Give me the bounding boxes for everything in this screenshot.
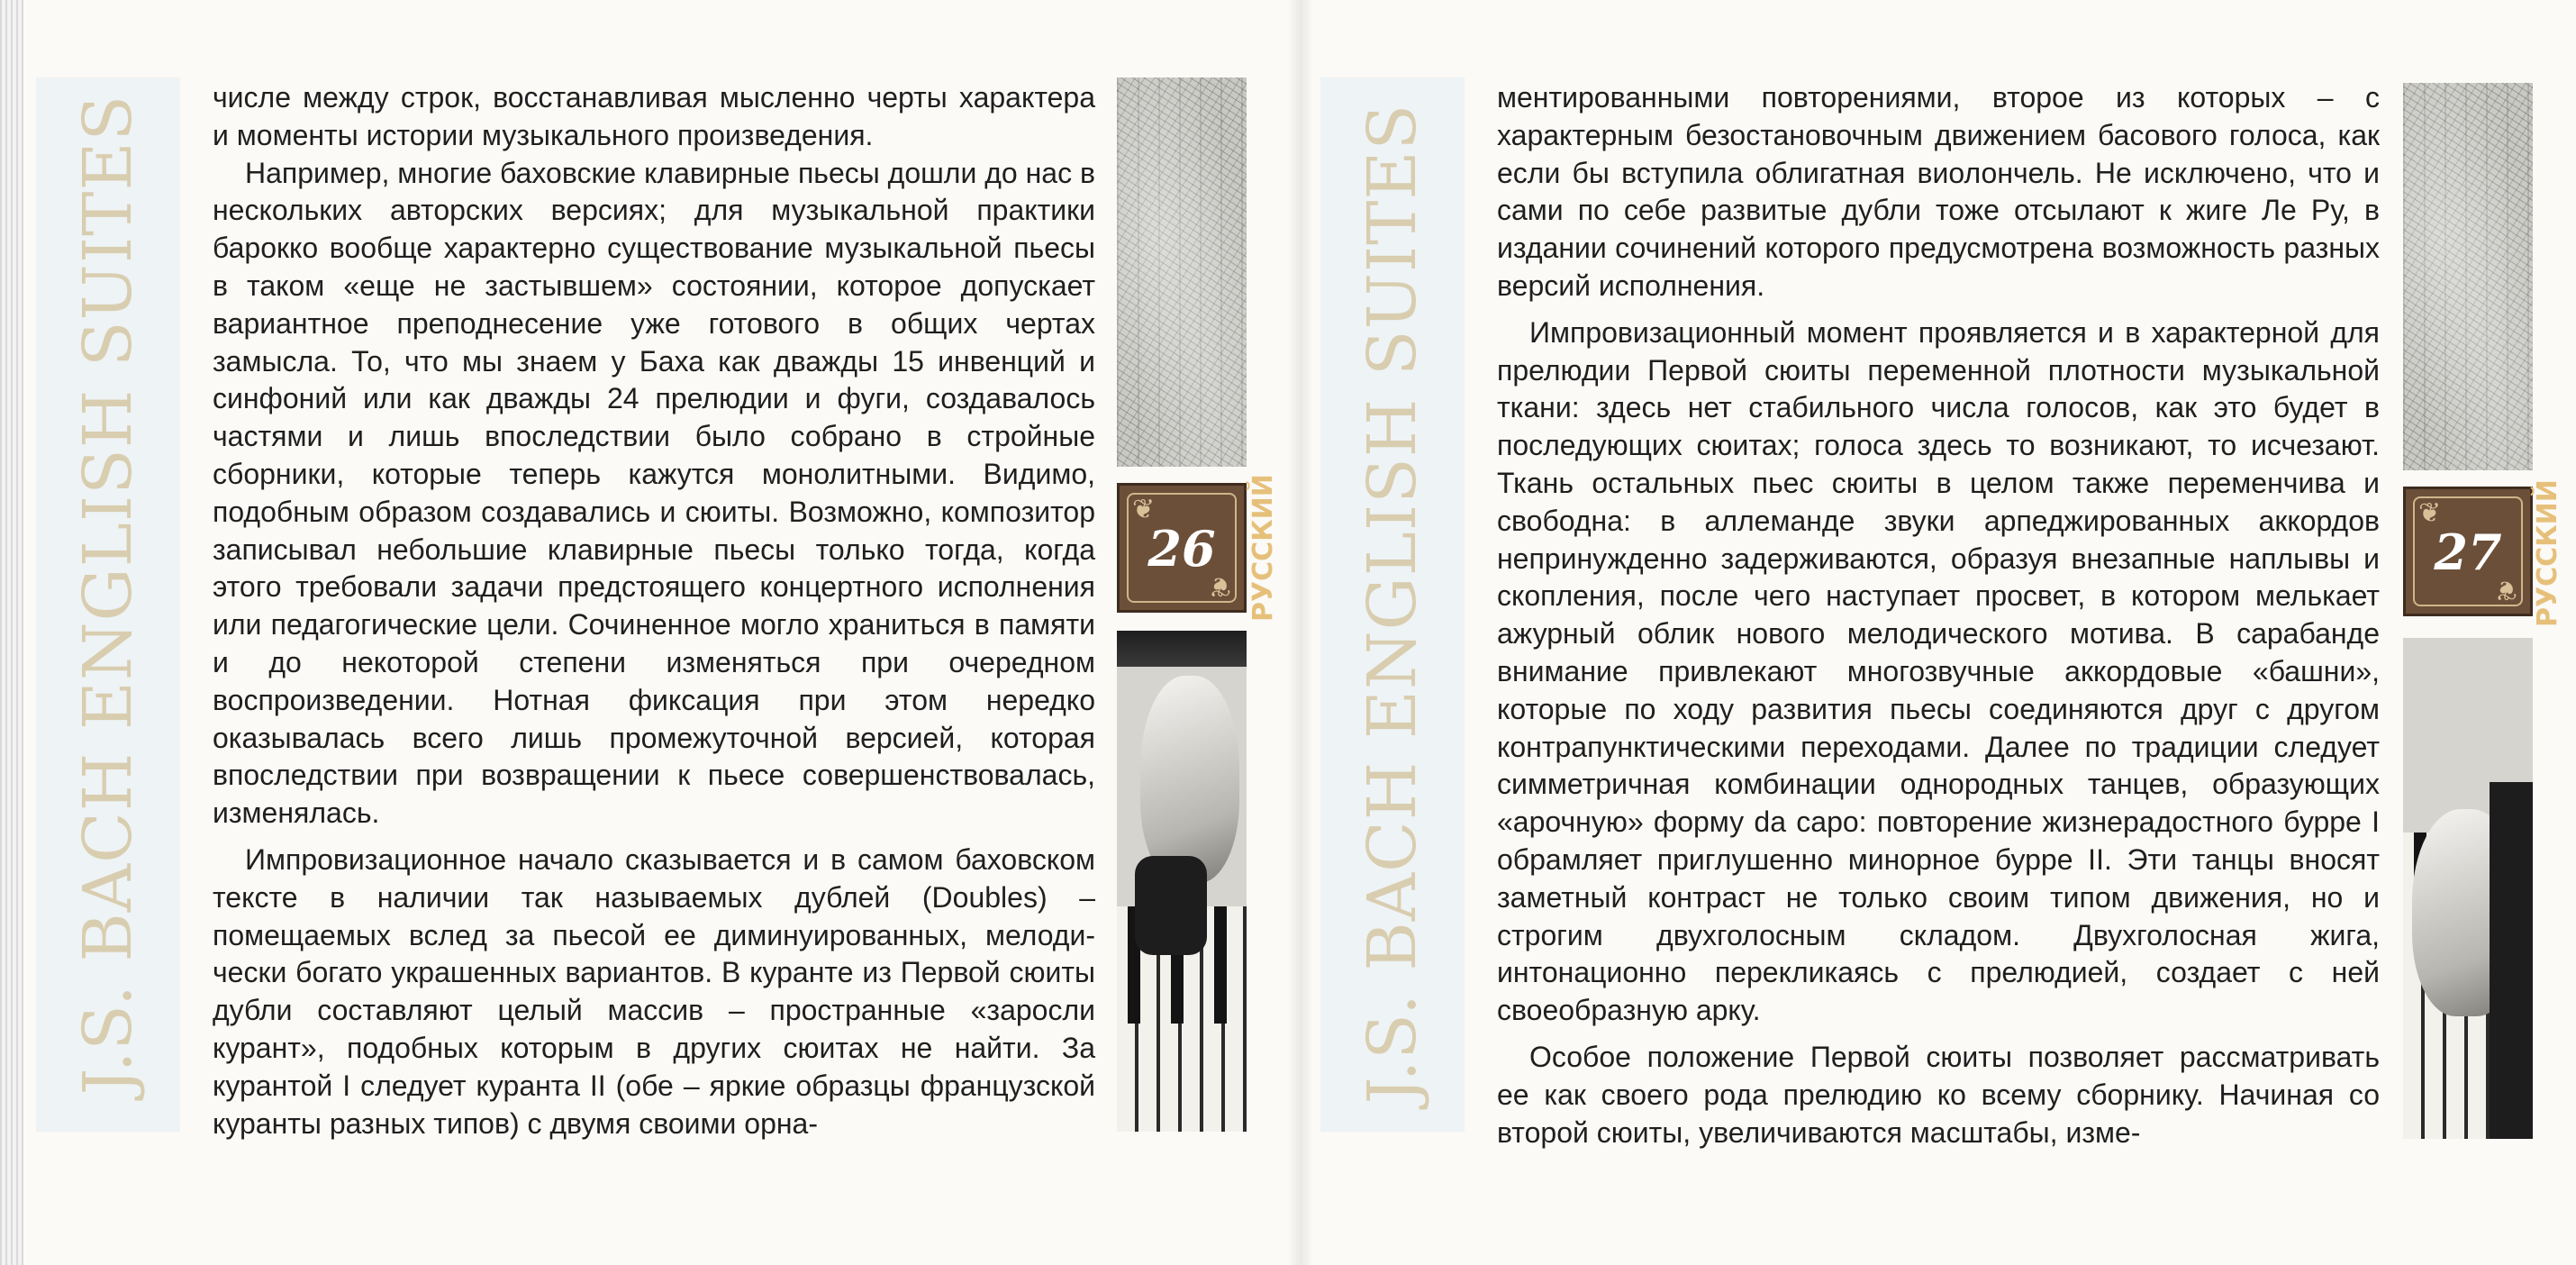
body-text bbox=[213, 79, 1095, 1142]
paragraph: Импровизационный момент проявляется и в характерной для прелюдии Первой сюиты переменной плотности музыкальной ткани: здесь нет стабильного числа голосов, как это будет в последующих сюитах; голоса здесь то возникают, то исчезают. Ткань остальных пьес сюиты в целом также переменчива и свободна: в аллеманде звуки арпеджированных аккордов непринужденно задерживаются, образуя внезапные наплывы и скопления, после чего наступает просвет, в котором мелькает ажурный облик нового мелодического мотива. В сарабанде внимание привлекают многозвучные аккордовые «башни», которые по ходу развития пьесы соединяются друг с другом контрапунктическими переходами. Далее по традиции следует симметричная комбинации однородных танцев, образующих «арочную» форму da capo: повторение жизнерадостного бурре I обрамляет приглушенно минорное бурре II. Эти танцы вносят заметный контраст не только своим типом движения, но и строгим двухголосным складом. Двухголосная жига, интонационно перекликаясь с прелюдией, создает с ней своеобразную арку. bbox=[1497, 315, 2380, 1027]
spine-title: J.S. BACH ENGLISH SUITES bbox=[69, 94, 147, 1096]
engraved-map-image bbox=[1117, 77, 1247, 467]
language-label: РУССКИЙ bbox=[2532, 479, 2563, 627]
page-number-badge bbox=[1117, 483, 1247, 613]
page-number: 27 bbox=[2434, 523, 2502, 581]
language-label: РУССКИЙ bbox=[1247, 474, 1279, 622]
page-number-badge bbox=[2403, 487, 2533, 616]
piano-fallboard bbox=[1117, 631, 1247, 667]
paragraph: Например, многие баховские клавирные пьесы дошли до нас в нескольких авторских версиях; для музыкальной практики барокко вообще характерно существование музыкальной пьесы в таком «еще не застывшем» состоянии, которое допускает вариантное преподнесение уже готового в общих чертах замысла. То, что мы знаем у Баха как дважды 15 инвенций и синфоний или как дважды 24 прелюдии и фуги, создавалось частями и лишь впоследствии было собрано в стройные сборники, которые теперь кажутся монолитными. Видимо, подобным образом создавались и сюиты. Возможно, композитор записывал небольшие клавирные пьесы только тогда, когда этого требовали задачи предстоящего концертного исполнения или педагогические цели. Сочиненное могло храниться в памяти и до некоторой степени изменяться при очередном воспроизведении. Нотная фиксация при этом нередко оказывалась всего лишь промежуточной версией, которая впоследствии при возвращении к пьесе совершенствовалась, изменялась. bbox=[213, 156, 1095, 830]
book-gutter bbox=[1288, 0, 1313, 1265]
hand-image bbox=[1140, 676, 1239, 883]
sleeve-image bbox=[1135, 856, 1207, 955]
spine-title: J.S. BACH ENGLISH SUITES bbox=[1354, 103, 1431, 1105]
sleeve-image bbox=[2490, 782, 2533, 1139]
paragraph: числе между строк, восстанавливая мысленно черты характера и моменты истории музыкального произведения. bbox=[213, 81, 1095, 151]
piano-hands-photo bbox=[2403, 638, 2533, 1139]
paragraph: Особое положение Первой сюиты позволяет рассматривать ее как своего рода прелюдию ко всему сборнику. Начиная со второй сюиты, увеличиваются масштабы, изме- bbox=[1497, 1040, 2380, 1149]
body-text bbox=[1497, 79, 2380, 1151]
page-number: 26 bbox=[1147, 520, 1216, 578]
engraved-map-image bbox=[2403, 83, 2533, 470]
right-page bbox=[1301, 0, 2576, 1265]
paragraph: Импровизационное начало сказывается и в самом баховском тексте в наличии так называемых дублей (Doubles) – помещаемых вслед за пьесой ее диминуированных, мелодически богато украшенных вариантов. В куранте из Первой сюиты дубли составляют целый массив – пространные «заросли курант», подобных которым в других сюитах не найти. За курантой I следует куранта II (обе – яркие образцы французской куранты разных типов) с двумя своими орна- bbox=[213, 842, 1095, 1140]
page-edge-lines bbox=[0, 0, 23, 1265]
piano-hands-photo bbox=[1117, 631, 1247, 1132]
paragraph: ментированными повторениями, второе из которых – с характерным безостановочным движением басового голоса, как если бы вступила облигатная виолончель. Не исключено, что и сами по себе развитые дубли тоже отсылают к жиге Ле Ру, в издании сочинений которого предусмотрена возможность разных версий исполнения. bbox=[1497, 81, 2380, 302]
